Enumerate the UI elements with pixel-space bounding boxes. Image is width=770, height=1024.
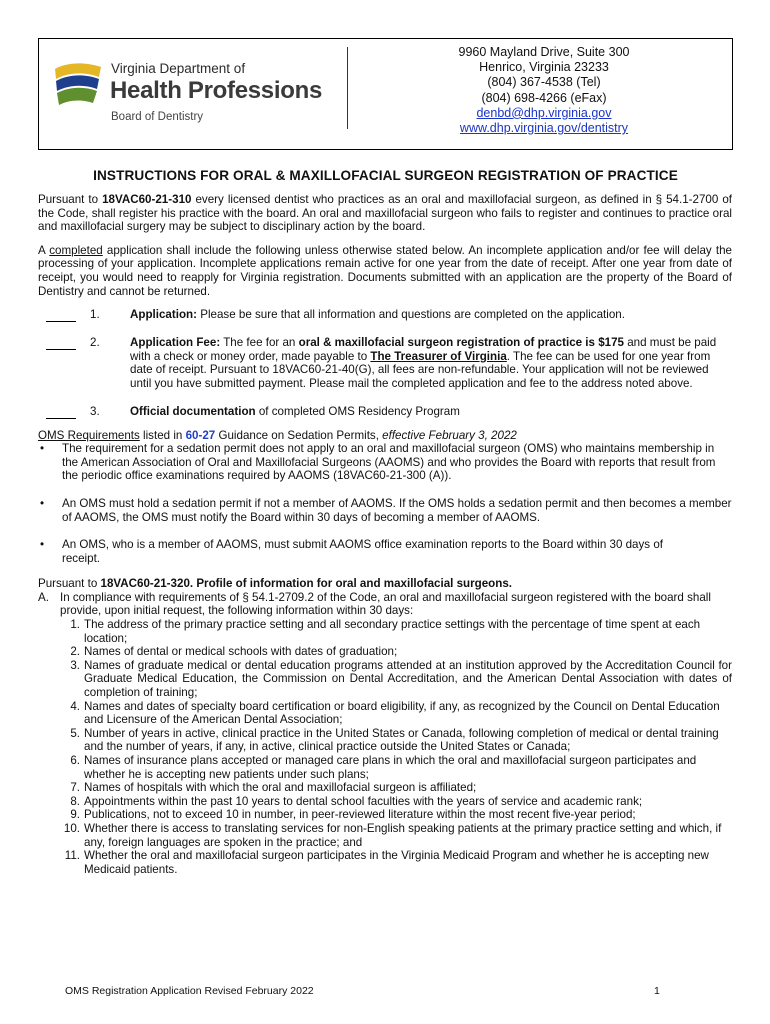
list-item: 2. Names of dental or medical schools with dates of graduation;: [70, 645, 398, 659]
phone: (804) 367-4538 (Tel): [487, 75, 601, 90]
list-item: 9. Publications, not to exceed 10 in number, in peer-reviewed literature within the most recent five-year period;: [70, 808, 636, 822]
page-title: INSTRUCTIONS FOR ORAL & MAXILLOFACIAL SURGEON REGISTRATION OF PRACTICE: [93, 168, 678, 183]
list-item: 5. Number of years in active, clinical practice in the United States or Canada, following completion of medical or dental training and the number of years, if any, in active, clinical practice outside the United States or Canada;: [70, 726, 719, 754]
efax: (804) 698-4266 (eFax): [481, 90, 607, 105]
check-blank[interactable]: [46, 308, 76, 322]
oms-bullet-1: • The requirement for a sedation permit does not apply to an oral and maxillofacial surgeon (OMS) who maintains membership in the American Association of Oral and Maxillofacial Surgeons (AAOMS) and who provides the Board with reports that result from the periodic office examinations required by AAOMS (18VAC60-21-300 (A)).: [40, 442, 716, 483]
oms-heading: OMS Requirements listed in 60-27 Guidance on Sedation Permits, effective February 3, 2022: [38, 428, 517, 442]
intro-paragraph-1: Pursuant to 18VAC60-21-310 every licensed dentist who practices as an oral and maxillofacial surgeon, as defined in § 54.1-2700 of the Code, shall register his practice with the board. An oral and maxillofacial surgeon who fails to register and continues to practice oral and maxillofacial surgery may be subject to disciplinary action by the board.: [38, 193, 733, 234]
list-item: 10. Whether there is access to translating services for non-English speaking patients at the primary practice setting and which, if any, foreign languages are spoken in the practice; and: [63, 821, 722, 849]
list-item: 11. Whether the oral and maxillofacial surgeon participates in the Virginia Medicaid Program and whether he is accepting new Medicaid patients.: [64, 849, 709, 876]
oms-bullet-3: • An OMS, who is a member of AAOMS, must submit AAOMS office examination reports to the Board within 30 days of receipt.: [40, 538, 663, 565]
header-divider: [347, 47, 348, 129]
checklist-item-2: 2. Application Fee: The fee for an oral & maxillofacial surgeon registration of practice is $175 and must be paid with a check or money order, made payable to The Treasurer of Virginia. The fee can be used for one year from date of receipt. Pursuant to 18VAC60-21-40(G), all fees are non-refundable. Your application will not be reviewed until you have submitted payment. Please mail the completed application and fee to the address noted above.: [38, 336, 732, 390]
contact-block: [384, 45, 704, 136]
profile-list: [38, 618, 732, 876]
guidance-link[interactable]: 60-27: [185, 428, 216, 442]
list-item: 4. Names and dates of specialty board certification or board eligibility, if any, as recognized by the Council on Dental Education and Licensure of the American Dental Association;: [70, 699, 720, 727]
list-item: 1. The address of the primary practice setting and all secondary practice settings with the percentage of time spent at each location;: [70, 618, 701, 645]
list-item: 8. Appointments within the past 10 years to dental school faculties with the years of service and academic rank;: [70, 794, 643, 808]
email-link[interactable]: denbd@dhp.virginia.gov: [476, 105, 612, 120]
list-item: 7. Names of hospitals with which the oral and maxillofacial surgeon is affiliated;: [70, 781, 477, 795]
logo-line2: Health Professions: [110, 77, 322, 104]
website-link[interactable]: www.dhp.virginia.gov/dentistry: [459, 121, 629, 136]
list-item: 3. Names of graduate medical or dental education programs attended at an institution approved by the Accreditation Council for Graduate Medical Education, the Commission on Dental Accreditation, and the American Dental Association with dates of completion of training;: [70, 658, 732, 700]
logo-line1: Virginia Department of: [111, 61, 246, 76]
profile-section-a: A. In compliance with requirements of § 54.1-2709.2 of the Code, an oral and maxillofacial surgeon registered with the board shall provide, upon initial request, the following information within 30 days:: [38, 590, 711, 618]
document-body: [38, 193, 732, 876]
dhp-logo: [53, 53, 353, 133]
virginia-state-icon: [53, 59, 105, 111]
oms-bullet-2: • An OMS must hold a sedation permit if not a member of AAOMS. If the OMS holds a sedation permit and then becomes a member of AAOMS, the OMS must notify the Board within 30 days of becoming a member of AAOMS.: [40, 496, 732, 524]
footer-text: OMS Registration Application Revised February 2022: [65, 985, 314, 997]
checklist-item-1: 1. Application: Please be sure that all information and questions are completed on the application.: [38, 308, 732, 322]
address-line2: Henrico, Virginia 23233: [479, 60, 609, 75]
address-line1: 9960 Mayland Drive, Suite 300: [458, 45, 630, 59]
page-number: 1: [654, 985, 660, 997]
logo-line3: Board of Dentistry: [111, 111, 204, 123]
check-blank[interactable]: [46, 405, 76, 419]
intro-paragraph-2: A completed application shall include the following unless otherwise stated below. An incomplete application and/or fee will delay the processing of your application. Incomplete applications remain active for one year from the date of receipt. After one year from date of receipt, you would need to reapply for Virginia registration. Documents submitted with an application are the property of the Board of Dentistry and cannot be returned.: [38, 243, 732, 298]
check-blank[interactable]: [46, 336, 76, 350]
letterhead: [38, 38, 733, 150]
profile-heading: Pursuant to 18VAC60-21-320. Profile of information for oral and maxillofacial surgeons.: [38, 577, 512, 591]
list-item: 6. Names of insurance plans accepted or managed care plans in which the oral and maxillofacial surgeon participates and whether he is accepting new patients under such plans;: [70, 754, 697, 781]
checklist-item-3: 3. Official documentation of completed OMS Residency Program: [38, 405, 732, 419]
